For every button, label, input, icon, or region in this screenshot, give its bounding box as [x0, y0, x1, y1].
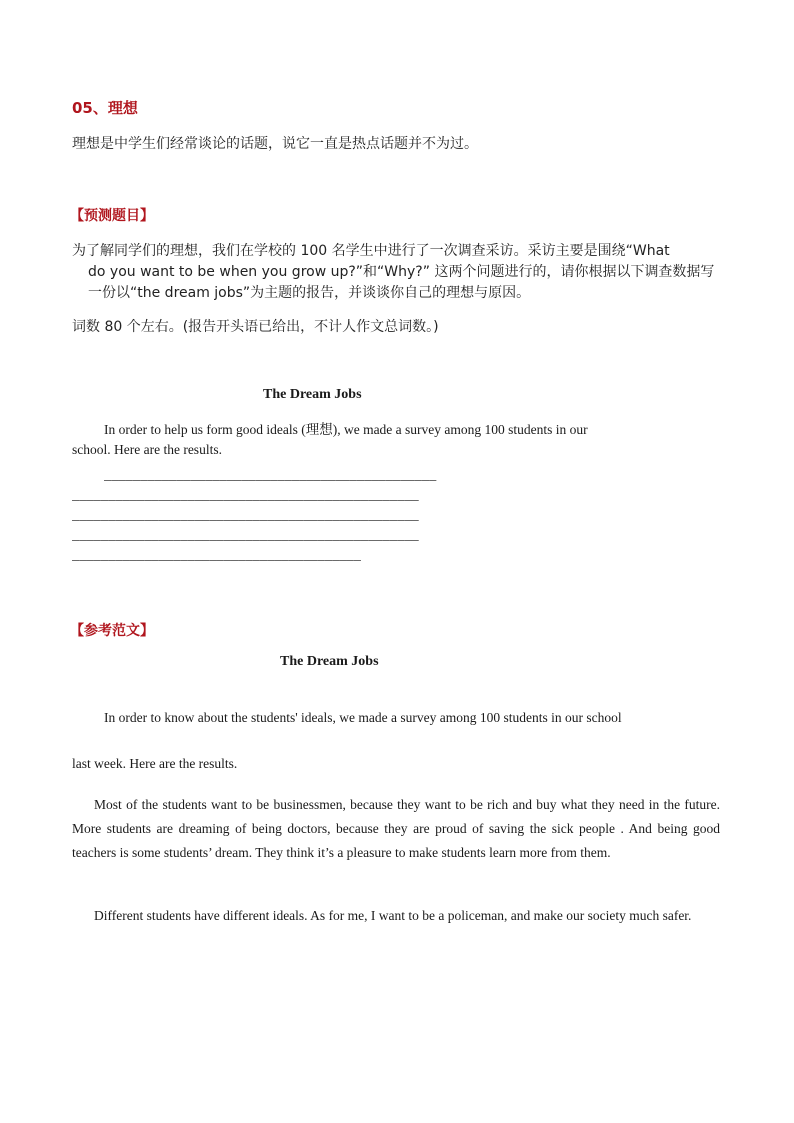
answer-line: ———————————————————————————————————————— [72, 553, 361, 567]
essay-start-line-1: In order to help us form good ideals (理想), we made a survey among 100 students in our [104, 422, 588, 437]
sample-p1-line-1: In order to know about the students' ideals, we made a survey among 100 students in our school [104, 710, 622, 725]
prompt-line-3: 一份以“the dream jobs”为主题的报告，并谈谈你自己的理想与原因。 [88, 285, 531, 301]
sample-title: The Dream Jobs [280, 654, 379, 669]
answer-line: ———————————————————————————————————————————————— [72, 493, 419, 507]
essay-start-line-2: school. Here are the results. [72, 442, 222, 457]
answer-line: ———————————————————————————————————————————————— [72, 513, 419, 527]
section-heading: 05、理想 [72, 99, 138, 117]
answer-line: —————————————————————————————————————————————— [104, 473, 437, 487]
prompt-line-2: do you want to be when you grow up?”和“Why?” 这两个问题进行的，请你根据以下调查数据写 [88, 264, 715, 280]
prompt-label: 【预测题目】 [70, 208, 154, 224]
word-count-note: 词数 80 个左右。(报告开头语已给出，不计人作文总词数。) [72, 319, 439, 335]
section-intro: 理想是中学生们经常谈论的话题，说它一直是热点话题并不为过。 [72, 136, 478, 152]
sample-paragraph-2: Most of the students want to be businessmen, because they want to be rich and buy what they need in the future. More students are dreaming of being doctors, because they are proud of saving the sick people . And being good teachers is some students’ dream. They think it’s a pleasure to make students learn more from them. [72, 797, 720, 860]
answer-line: ———————————————————————————————————————————————— [72, 533, 419, 547]
prompt-line-1: 为了解同学们的理想，我们在学校的 100 名学生中进行了一次调查采访。采访主要是围绕“What [72, 243, 670, 259]
sample-paragraph-3: Different students have different ideals. As for me, I want to be a policeman, and make our society much safer. [94, 908, 692, 923]
sample-label: 【参考范文】 [70, 623, 154, 639]
sample-p1-line-2: last week. Here are the results. [72, 756, 238, 771]
essay-title: The Dream Jobs [263, 387, 362, 402]
